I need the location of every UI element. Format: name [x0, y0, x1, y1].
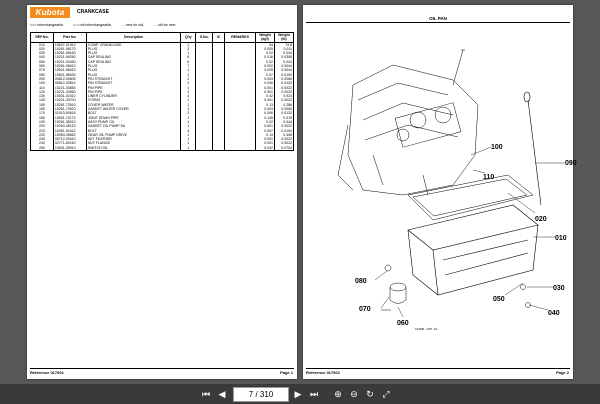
- table-cell: SWITCH OIL: [86, 146, 180, 151]
- zoom-in-button[interactable]: ⊕: [334, 389, 342, 399]
- table-cell: 1: [181, 146, 196, 151]
- table-cell: 090: [31, 77, 54, 81]
- callout-080: 080: [355, 278, 367, 285]
- table-cell: 1: [181, 86, 196, 90]
- callout-050: 050: [493, 296, 505, 303]
- table-cell: 230: [31, 137, 54, 141]
- table-cell: 0.002: [256, 64, 275, 68]
- table-cell: 1: [181, 120, 196, 124]
- table-cell: 0.145: [256, 116, 275, 120]
- table-cell: 15531-73170: [53, 116, 86, 120]
- table-cell: 1: [181, 141, 196, 145]
- diagram-caption: 15A0B - D07 -10: [415, 327, 438, 331]
- dipstick-drawing: [524, 92, 541, 205]
- table-cell: PLUG: [86, 51, 180, 55]
- table-cell: 0.0132: [274, 81, 293, 85]
- table-cell: 15221-33650: [53, 86, 86, 90]
- parts-table-body: [31, 42, 294, 150]
- table-cell: 0.0022: [274, 98, 293, 102]
- page-number-input[interactable]: 7 / 310: [233, 387, 289, 402]
- table-cell: 15261-96160: [53, 51, 86, 55]
- table-cell: 1: [181, 42, 196, 47]
- fit-page-button[interactable]: ⤢: [382, 389, 390, 399]
- table-cell: 040: [31, 55, 54, 59]
- table-cell: 0.003: [256, 77, 275, 81]
- table-cell: 0.0704: [274, 146, 293, 151]
- table-cell: 250: [31, 146, 54, 151]
- table-cell: 0.07: [256, 73, 275, 77]
- table-cell: 15221-96260: [53, 55, 86, 59]
- table-cell: 150: [31, 103, 54, 107]
- table-cell: 15261-91612: [53, 129, 86, 133]
- table-cell: 0.001: [256, 141, 275, 145]
- table-cell: 110: [31, 86, 54, 90]
- table-cell: 0.14: [256, 133, 275, 137]
- table-cell: 0.032: [256, 146, 275, 151]
- table-cell: 15954-35662: [53, 133, 86, 137]
- callout-040: 040: [548, 310, 560, 317]
- table-cell: 170: [31, 111, 54, 115]
- table-cell: 0.0022: [274, 90, 293, 94]
- page-number: Page 1: [280, 370, 293, 375]
- callout-010: 010: [555, 235, 567, 242]
- table-cell: 15261-96610: [53, 64, 86, 68]
- legend-item: ← old for new: [153, 23, 176, 27]
- table-cell: COVER WATER: [86, 103, 180, 107]
- table-cell: 0.005: [256, 68, 275, 72]
- parts-table-header: [31, 33, 294, 43]
- table-cell: PLUG: [86, 47, 180, 51]
- table-cell: 010: [31, 42, 54, 47]
- table-cell: 3: [181, 47, 196, 51]
- table-cell: GEAR OIL PUMP DRIVE: [86, 133, 180, 137]
- legend-item: <-> not interchangeable,: [73, 23, 113, 27]
- table-cell: 2: [181, 81, 196, 85]
- table-cell: 060: [31, 64, 54, 68]
- table-cell: 0.0308: [274, 55, 293, 59]
- table-cell: 0.0022: [274, 86, 293, 90]
- table-cell: 050: [31, 60, 54, 64]
- reference-number: Reference 017001: [30, 370, 64, 375]
- table-cell: PIN STRAIGHT: [86, 81, 180, 85]
- table-cell: 0.319: [274, 116, 293, 120]
- table-cell: 0.006: [256, 111, 275, 115]
- table-cell: 15261-35010: [53, 120, 86, 124]
- table-cell: 02771-60160: [53, 141, 86, 145]
- table-cell: PIN PIPE: [86, 86, 180, 90]
- table-cell: 1: [181, 107, 196, 111]
- table-cell: 0.044: [274, 60, 293, 64]
- table-cell: 0.308: [274, 133, 293, 137]
- table-cell: 0.0022: [274, 137, 293, 141]
- table-cell: 0.286: [274, 103, 293, 107]
- table-cell: 15521-96020: [53, 68, 86, 72]
- reference-number: Reference 017002: [306, 370, 340, 375]
- col-description: Description: [86, 33, 180, 43]
- table-cell: GASKET OIL PUMP SA: [86, 124, 180, 128]
- table-cell: 180: [31, 116, 54, 120]
- col-ref-no: REF.No.: [31, 33, 54, 43]
- table-cell: 240: [31, 141, 54, 145]
- table-cell: 130: [31, 94, 54, 98]
- table-cell: CAP SEALING: [86, 60, 180, 64]
- callout-020: 020: [535, 216, 547, 223]
- col-qty: Q'ty: [181, 33, 196, 43]
- leader-lines: [375, 147, 565, 317]
- table-cell: 15637-01910: [53, 42, 86, 47]
- callout-090: 090: [565, 160, 577, 167]
- callout-060: 060: [397, 320, 409, 327]
- table-cell: PLUG: [86, 64, 180, 68]
- table-cell: 1: [181, 133, 196, 137]
- table-cell: 0.0154: [274, 73, 293, 77]
- table-cell: 0.42: [256, 94, 275, 98]
- table-cell: 0.001: [256, 124, 275, 128]
- table-cell: BOLT: [86, 111, 180, 115]
- table-cell: 160: [31, 107, 54, 111]
- table-cell: PLUG: [86, 68, 180, 72]
- oil-pan-exploded-diagram: [303, 25, 577, 355]
- document-page-1: [27, 5, 297, 379]
- table-cell: 2: [181, 90, 196, 94]
- col-serial-no: S.No.: [196, 33, 213, 43]
- table-cell: 0.0154: [274, 129, 293, 133]
- table-cell: GASKET WATER COVER: [86, 107, 180, 111]
- table-cell: 200: [31, 124, 54, 128]
- table-cell: 6: [181, 55, 196, 59]
- table-cell: JOINT DRAIN PIPE: [86, 116, 180, 120]
- table-cell: 15261-73910: [53, 103, 86, 107]
- table-cell: 0.02: [256, 120, 275, 124]
- table-cell: 0.003: [256, 107, 275, 111]
- table-cell: 0.044: [274, 51, 293, 55]
- oil-strainer-drawing: [381, 265, 531, 310]
- table-cell: 140: [31, 98, 54, 102]
- table-cell: 15521-96030: [53, 73, 86, 77]
- table-cell: 5: [181, 60, 196, 64]
- table-row: [31, 146, 294, 151]
- table-cell: 15263-35120: [53, 124, 86, 128]
- table-cell: [225, 146, 256, 151]
- table-cell: 0.007: [256, 129, 275, 133]
- kubota-logo: Kubota: [30, 7, 70, 18]
- table-cell: [196, 146, 213, 151]
- table-cell: 0.02: [256, 51, 275, 55]
- table-cell: 1: [181, 73, 196, 77]
- previous-page-button[interactable]: ◀: [218, 389, 226, 399]
- table-cell: ASSY PUMP OIL: [86, 120, 180, 124]
- table-cell: LINER CYLINDER: [86, 94, 180, 98]
- table-cell: 220: [31, 133, 54, 137]
- table-cell: 0.006: [256, 81, 275, 85]
- table-cell: 05812-00814: [53, 81, 86, 85]
- page-title: CRANKCASE: [77, 9, 109, 15]
- parts-table: [30, 32, 294, 151]
- table-cell: 1: [181, 124, 196, 128]
- table-cell: 1: [181, 51, 196, 55]
- col-remarks: REMARKS: [225, 33, 256, 43]
- table-cell: [213, 146, 225, 151]
- footer-rule: [306, 368, 570, 369]
- table-cell: 2: [181, 77, 196, 81]
- callout-030: 030: [553, 285, 565, 292]
- next-page-button[interactable]: ▶: [294, 389, 302, 399]
- table-cell: 15221-33700: [53, 98, 86, 102]
- title-rule: [306, 22, 570, 23]
- interchangeability-legend: [30, 23, 183, 27]
- table-cell: 0.001: [256, 137, 275, 141]
- oil-pan-drawing: [408, 205, 538, 295]
- callout-100: 100: [491, 144, 503, 151]
- table-cell: 0.0044: [274, 64, 293, 68]
- table-cell: 0.13: [256, 103, 275, 107]
- table-cell: 0.924: [274, 94, 293, 98]
- col-weight-kgf: Weight (kgf): [256, 33, 275, 43]
- table-cell: PIN PIPE: [86, 90, 180, 94]
- table-cell: 080: [31, 73, 54, 77]
- col-weight-lb: Weight (lb): [274, 33, 293, 43]
- last-page-button[interactable]: ⏭: [309, 389, 319, 399]
- table-cell: 0.044: [274, 120, 293, 124]
- table-cell: 4: [181, 129, 196, 133]
- table-cell: 0.0066: [274, 77, 293, 81]
- zoom-out-button[interactable]: ⊖: [350, 389, 358, 399]
- table-cell: KEY FEATHER: [86, 137, 180, 141]
- table-cell: 15261-96170: [53, 47, 86, 51]
- table-cell: 0.016: [256, 55, 275, 59]
- table-cell: CAP SEALING: [86, 55, 180, 59]
- table-cell: 120: [31, 90, 54, 94]
- table-cell: 070: [31, 68, 54, 72]
- table-cell: 0.001: [256, 86, 275, 90]
- table-cell: 0.011: [274, 47, 293, 51]
- table-cell: 15261-73920: [53, 107, 86, 111]
- table-cell: 05812-00605: [53, 77, 86, 81]
- table-cell: 0.0022: [274, 124, 293, 128]
- page-title: OIL PAN: [429, 16, 447, 21]
- engine-block-drawing: [338, 50, 478, 195]
- callout-070: 070: [359, 306, 371, 313]
- table-cell: 0.0066: [274, 107, 293, 111]
- table-cell: O RING: [86, 98, 180, 102]
- table-cell: PLUG: [86, 73, 180, 77]
- callout-110: 110: [483, 174, 495, 181]
- col-ic: IC: [213, 33, 225, 43]
- table-cell: 1: [181, 98, 196, 102]
- table-cell: 74.8: [274, 42, 293, 47]
- document-page-2: [303, 5, 577, 379]
- table-cell: 1: [181, 68, 196, 72]
- first-page-button[interactable]: ⏮: [201, 389, 211, 399]
- table-cell: 100: [31, 81, 54, 85]
- table-cell: 05712-00410: [53, 137, 86, 141]
- table-cell: 01023-50618: [53, 111, 86, 115]
- table-cell: 0.02: [256, 60, 275, 64]
- table-cell: 020: [31, 47, 54, 51]
- table-cell: 0.0132: [274, 111, 293, 115]
- table-cell: NUT FLANGE: [86, 141, 180, 145]
- footer-rule: [30, 368, 294, 369]
- table-cell: 4: [181, 94, 196, 98]
- table-cell: BOLT: [86, 129, 180, 133]
- table-cell: 15221-03490: [53, 60, 86, 64]
- table-cell: 210: [31, 129, 54, 133]
- table-cell: 15531-39910: [53, 146, 86, 151]
- table-cell: 1: [181, 116, 196, 120]
- table-cell: 030: [31, 51, 54, 55]
- table-cell: 0.001: [256, 98, 275, 102]
- table-cell: 7: [181, 64, 196, 68]
- legend-item: <=> Interchangeable.: [30, 23, 65, 27]
- table-cell: 0.005: [256, 47, 275, 51]
- table-cell: 190: [31, 120, 54, 124]
- table-cell: 0.0044: [274, 68, 293, 72]
- table-cell: COMP. CRANKCASE: [86, 42, 180, 47]
- table-cell: 54: [256, 42, 275, 47]
- legend-item: → new for old,: [121, 23, 145, 27]
- table-cell: 15221-33960: [53, 90, 86, 94]
- table-cell: 1: [181, 103, 196, 107]
- table-cell: 15531-02310: [53, 94, 86, 98]
- table-cell: 0.0022: [274, 141, 293, 145]
- table-cell: 0.001: [256, 90, 275, 94]
- table-cell: PIN STRAIGHT: [86, 77, 180, 81]
- table-cell: 2: [181, 111, 196, 115]
- rotate-button[interactable]: ↻: [366, 389, 374, 399]
- viewer-toolbar: [0, 384, 600, 404]
- col-part-no: Part No.: [53, 33, 86, 43]
- table-cell: 1: [181, 137, 196, 141]
- page-number: Page 2: [556, 370, 569, 375]
